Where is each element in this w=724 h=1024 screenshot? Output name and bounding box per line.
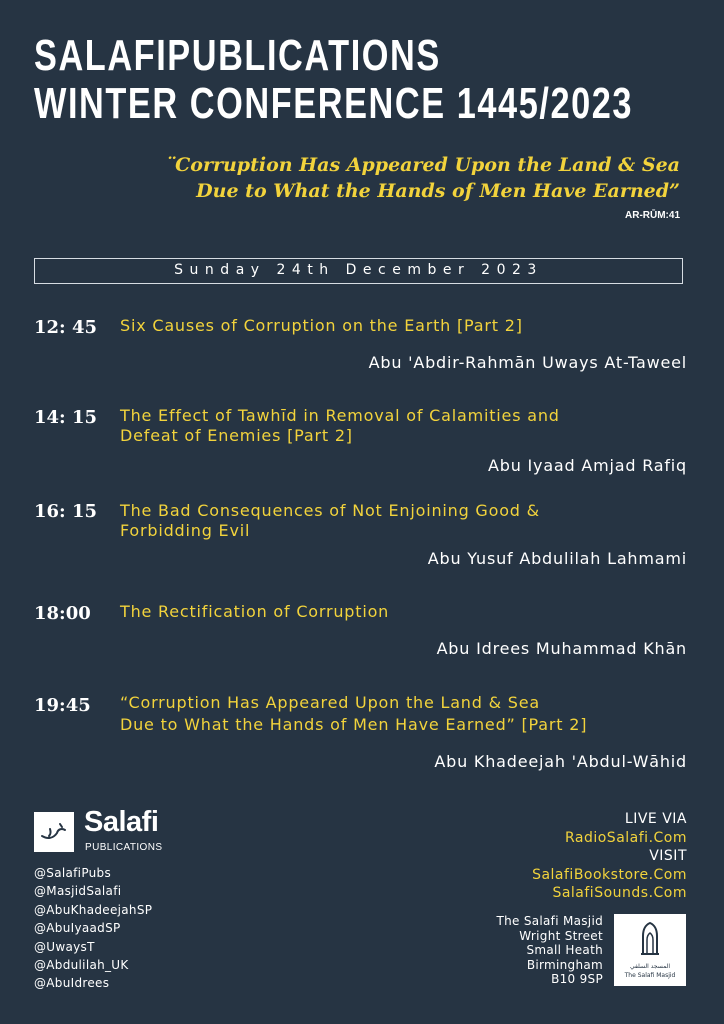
- masjid-logo-english: The Salafi Masjid: [624, 972, 676, 979]
- quote-line-1: ¨Corruption Has Appeared Upon the Land & Sea: [165, 154, 680, 176]
- quote-reference: AR-RŪM:41: [625, 210, 680, 221]
- quote-line-2: Due to What the Hands of Men Have Earned”: [196, 180, 680, 202]
- session-title-line: Due to What the Hands of Men Have Earned” [Part 2]: [120, 715, 588, 734]
- session-speaker: Abu Khadeejah 'Abdul-Wāhid: [434, 752, 687, 771]
- masjid-address: [496, 914, 603, 987]
- arabic-calligraphy-logo-icon: [34, 812, 74, 852]
- page-title: [34, 32, 633, 128]
- session-speaker: Abu Iyaad Amjad Rafiq: [488, 456, 687, 475]
- session-time: 16: 15: [34, 501, 98, 522]
- social-handle: @UwaysT: [34, 939, 95, 954]
- session-title: [120, 692, 587, 736]
- address-line: Birmingham: [526, 957, 603, 972]
- bookstore-link[interactable]: SalafiBookstore.Com: [532, 866, 687, 883]
- session-title: [120, 406, 560, 446]
- session-title-line: “Corruption Has Appeared Upon the Land & Sea: [120, 693, 540, 712]
- session-title-line: The Rectification of Corruption: [120, 602, 390, 621]
- session-time: 14: 15: [34, 407, 98, 428]
- session-title-line: The Effect of Tawhīd in Removal of Calamities and: [120, 406, 560, 425]
- social-handles: [34, 864, 152, 993]
- session-time: 18:00: [34, 603, 91, 624]
- address-line: Small Heath: [526, 943, 603, 957]
- session-title: [120, 501, 540, 541]
- quran-quote: [166, 152, 680, 204]
- social-handle: @AbuIdrees: [34, 976, 110, 991]
- sounds-link[interactable]: SalafiSounds.Com: [552, 885, 687, 901]
- live-and-visit: [532, 810, 687, 903]
- session-title-line: Forbidding Evil: [120, 521, 251, 540]
- mosque-doorway-icon: [614, 914, 686, 960]
- radio-link[interactable]: RadioSalafi.Com: [564, 829, 687, 846]
- session-title: [120, 602, 389, 622]
- session-speaker: Abu Idrees Muhammad Khān: [436, 639, 687, 658]
- session-title-line: The Bad Consequences of Not Enjoining Good &: [120, 501, 540, 520]
- address-line: The Salafi Masjid: [496, 914, 603, 928]
- social-handle: @MasjidSalafi: [34, 884, 122, 899]
- masjid-logo: [614, 914, 686, 986]
- session-title-line: Defeat of Enemies [Part 2]: [120, 426, 353, 445]
- address-line: Wright Street: [519, 928, 603, 943]
- session-time: 19:45: [34, 695, 91, 716]
- live-label: LIVE VIA: [624, 811, 687, 827]
- session-time: 12: 45: [34, 317, 98, 338]
- session-title: [120, 316, 523, 336]
- publisher-name: Salafi: [84, 806, 159, 838]
- title-line-2: WINTER CONFERENCE 1445/2023: [34, 79, 634, 128]
- social-handle: @AbuIyaadSP: [34, 921, 121, 936]
- session-speaker: Abu 'Abdir-Rahmān Uways At-Taweel: [368, 353, 687, 372]
- date-banner: Sunday 24th December 2023: [34, 258, 683, 284]
- social-handle: @SalafiPubs: [34, 866, 112, 880]
- social-handle: @AbuKhadeejahSP: [34, 902, 153, 917]
- session-title-line: Six Causes of Corruption on the Earth [Part 2]: [120, 316, 523, 335]
- address-line: B10 9SP: [551, 972, 603, 986]
- social-handle: @Abdulilah_UK: [34, 958, 129, 973]
- visit-label: VISIT: [649, 848, 687, 864]
- title-line-1: SALAFIPUBLICATIONS: [34, 31, 441, 80]
- publisher-subtitle: PUBLICATIONS: [85, 842, 163, 853]
- session-speaker: Abu Yusuf Abdulilah Lahmami: [427, 549, 687, 568]
- masjid-logo-arabic: المسجد السلفي: [629, 963, 671, 970]
